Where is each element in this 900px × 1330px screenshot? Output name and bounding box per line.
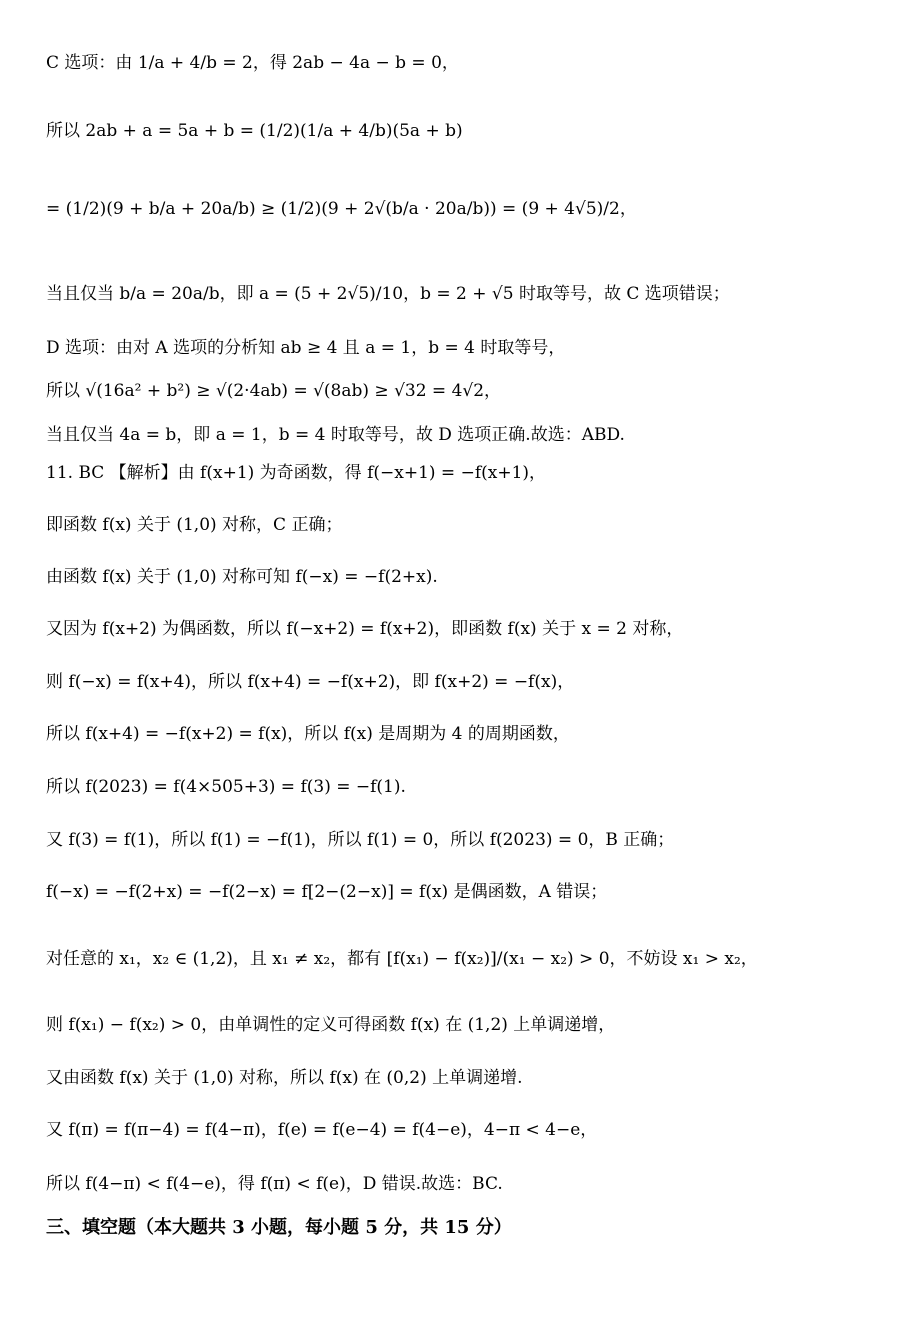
- text-line: 又 f(3) = f(1)，所以 f(1) = −f(1)，所以 f(1) = 0，所以 f(2023) = 0，B 正确；: [46, 830, 675, 850]
- text-line: f(−x) = −f(2+x) = −f(2−x) = f[2−(2−x)] = f(x) 是偶函数，A 错误；: [46, 882, 608, 902]
- text-line: 则 f(−x) = f(x+4)，所以 f(x+4) = −f(x+2)，即 f(x+2) = −f(x)，: [46, 672, 575, 692]
- text-line: 即函数 f(x) 关于 (1,0) 对称，C 正确；: [46, 515, 343, 535]
- text-line: 所以 √(16a² + b²) ≥ √(2·4ab) = √(8ab) ≥ √32 = 4√2，: [46, 381, 502, 401]
- text-line: 11. BC 【解析】由 f(x+1) 为奇函数，得 f(−x+1) = −f(x+1)，: [46, 463, 547, 483]
- text-line: 又由函数 f(x) 关于 (1,0) 对称，所以 f(x) 在 (0,2) 上单调递增.: [46, 1068, 523, 1088]
- text-line: 则 f(x₁) − f(x₂) > 0，由单调性的定义可得函数 f(x) 在 (1,2) 上单调递增，: [46, 1015, 616, 1035]
- text-line: C 选项：由 1/a + 4/b = 2，得 2ab − 4a − b = 0，: [46, 53, 459, 73]
- text-line: D 选项：由对 A 选项的分析知 ab ≥ 4 且 a = 1，b = 4 时取等号，: [46, 338, 566, 358]
- text-line: 由函数 f(x) 关于 (1,0) 对称可知 f(−x) = −f(2+x).: [46, 567, 438, 587]
- text-line: 当且仅当 4a = b，即 a = 1，b = 4 时取等号，故 D 选项正确.故选：ABD.: [46, 425, 625, 445]
- text-line: 又因为 f(x+2) 为偶函数，所以 f(−x+2) = f(x+2)，即函数 f(x) 关于 x = 2 对称，: [46, 619, 684, 639]
- text-line: 当且仅当 b/a = 20a/b，即 a = (5 + 2√5)/10，b = 2 + √5 时取等号，故 C 选项错误；: [46, 284, 730, 304]
- text-line: 所以 f(4−π) < f(4−e)，得 f(π) < f(e)，D 错误.故选：BC.: [46, 1174, 503, 1194]
- text-line: = (1/2)(9 + b/a + 20a/b) ≥ (1/2)(9 + 2√(b/a · 20a/b)) = (9 + 4√5)/2，: [46, 199, 637, 219]
- text-line: 所以 f(2023) = f(4×505+3) = f(3) = −f(1).: [46, 777, 406, 797]
- text-line: 所以 f(x+4) = −f(x+2) = f(x)，所以 f(x) 是周期为 4 的周期函数，: [46, 724, 570, 744]
- text-line: 又 f(π) = f(π−4) = f(4−π)，f(e) = f(e−4) = f(4−e)，4−π < 4−e，: [46, 1120, 598, 1140]
- text-line: 所以 2ab + a = 5a + b = (1/2)(1/a + 4/b)(5a + b): [46, 121, 463, 141]
- section-heading: 三、填空题（本大题共 3 小题，每小题 5 分，共 15 分）: [46, 1217, 512, 1238]
- text-line: 对任意的 x₁，x₂ ∈ (1,2)，且 x₁ ≠ x₂，都有 [f(x₁) − f(x₂)]/(x₁ − x₂) > 0，不妨设 x₁ > x₂，: [46, 949, 758, 969]
